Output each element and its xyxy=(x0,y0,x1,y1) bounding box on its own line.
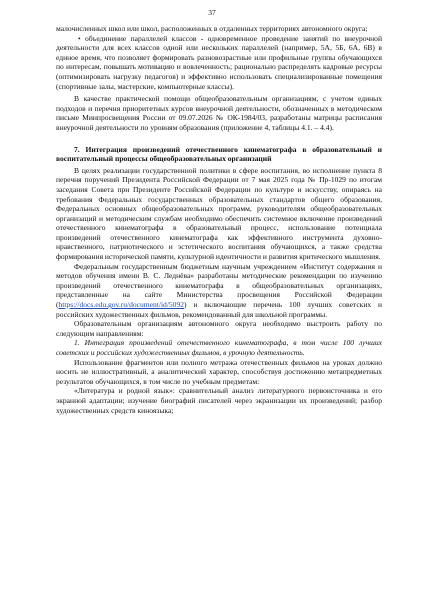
page-number: 37 xyxy=(208,8,216,17)
paragraph-practical-help: В качестве практической помощи общеобразовательным организациям, с учетом единых подходов и перечня приоритетных курсов внеурочной деятельности, обозначенных в методическом письме Минпросвещения России от 09.07.2026 № ОК-1984/03, разработаны матрицы расписания внеурочной деятельности по уровням образования (приложение 4, таблицы 4.1. – 4.4). xyxy=(56,94,382,132)
page-content xyxy=(56,24,382,415)
document-link[interactable]: https://docs.edu.gov.ru/document/id/5092 xyxy=(58,300,185,310)
paragraph-literature: «Литература и родной язык»: сравнительный анализ литературного первоисточника и его экранной адаптации; изучение биографий писателей через экранизации их произведений; разбор художественных средств киноязыка; xyxy=(56,386,382,415)
institute-text-after: ) и включающие перечень 100 лучших советских и российских художественных фильмов, рекомендованный для школьной программы. xyxy=(56,300,382,319)
paragraph-continuation: малочисленных школ или школ, расположенных в отдаленных территориях автономного округа; xyxy=(56,24,368,33)
paragraph-fragments: Использование фрагментов или полного метража отечественных фильмов на уроках должно носить не иллюстративный, а аналитический характер, способствуя достижению метапредметных результатов обучающихся, в том числе по учебным предметам: xyxy=(56,357,382,386)
italic-item: 1. Интеграция произведений отечественного кинематографа, в том числе 100 лучших советских и российских художественных фильмов, в урочную деятельность. xyxy=(56,338,382,357)
bullet-paragraph: • объединение параллелей классов - одновременное проведение занятий по внеурочной деятельности для всех классов одной или нескольких параллелей (например, 5А, 5Б, 6А, 6В) в единое время, что позволяет формировать разновозрастные или профильные группы обучающихся по интересам, повышать мотивацию и вовлеченность; рационально распределять кадровые ресурсы (оптимизировать нагрузку педагогов) и эффективно использовать специализированные помещения (спортивные залы, мастерские, компьютерные классы). xyxy=(56,33,382,91)
paragraph-policy: В целях реализации государственной политики в сфере воспитания, во исполнение пункта 8 перечня поручений Президента Российской Федерации от 7 мая 2025 года № Пр-1029 по итогам заседания Совета при Президенте Российской Федерации по культуре и искусству, опираясь на требования Федеральных государственных образовательных стандартов общего образования, Федеральных основных общеобразовательных программ, руководителям общеобразовательных организаций и методическим службам необходимо обеспечить системное включение произведений отечественного кинематографа в образовательный процесс, использование потенциала произведений отечественного кинематографа как эффективного инструмента духовно-нравственного, патриотического и эстетического воспитания обучающихся, а также средства формирования исторической памяти, культурной идентичности и развития критического мышления. xyxy=(56,165,382,262)
paragraph-directions: Образовательным организациям автономного округа необходимо выстроить работу по следующим направлениям: xyxy=(56,319,382,338)
paragraph-institute xyxy=(56,262,382,320)
institute-text-before: Федеральным государственным бюджетным научным учреждением «Институт содержания и методов обучения имени В. С. Леднёва» разработаны методические рекомендации по изучению произведений отечественного кинематографа в общеобразовательных организациях, представленные на сайте Министерства просвещения Российской Федерации ( xyxy=(56,261,382,310)
section-heading: 7. Интеграция произведений отечественного кинематографа в образовательный и воспитательный процессы общеобразовательных организаций xyxy=(56,144,382,164)
